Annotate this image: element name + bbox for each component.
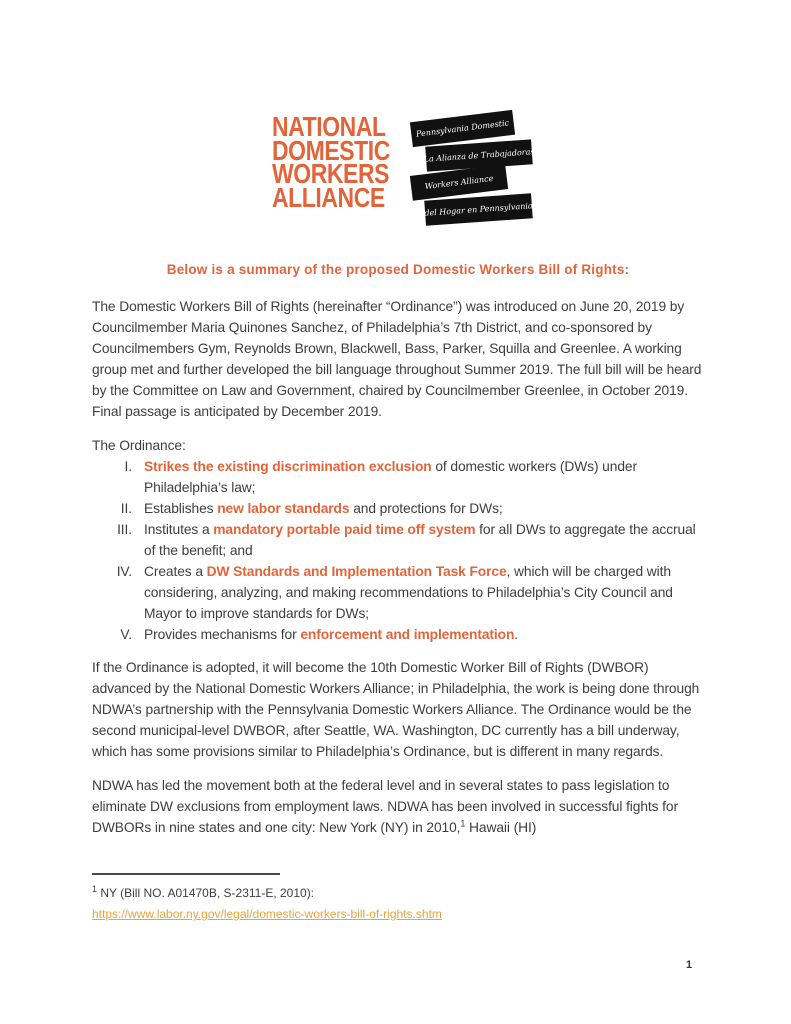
item-highlight: DW Standards and Implementation Task Force (206, 564, 507, 579)
item-rest: of domestic workers (DWs) under Philadelphia’s law; (144, 459, 637, 495)
footnote (92, 883, 704, 925)
item-numeral: IV. (116, 564, 132, 579)
item-text (144, 519, 706, 561)
item-rest: for all DWs to aggregate the accrual of the benefit; and (144, 522, 696, 558)
item-numeral: II. (120, 501, 132, 516)
page-heading: Below is a summary of the proposed Domestic Workers Bill of Rights: (166, 262, 630, 277)
ordinance-item (92, 519, 706, 561)
paragraph-intro: The Domestic Workers Bill of Rights (hereinafter “Ordinance”) was introduced on June 20, 2019 by Councilmember Maria Quinones Sanchez, of Philadelphia’s 7th District, and co-sponsored by Councilmembers Gym, Reynolds Brown, Blackwell, Bass, Parker, Squilla and Greenlee. A working group met and further developed the bill language throughout Summer 2019. The full bill will be heard by the Committee on Law and Government, chaired by Councilmember Greenlee, in October 2019. Final passage is anticipated by December 2019. (92, 299, 702, 419)
ordinance-item (92, 624, 706, 645)
page-number: 1 (686, 959, 693, 971)
item-highlight: Strikes the existing discrimination exclusion (144, 459, 432, 474)
paragraph-movement-tail: Hawaii (HI) (465, 820, 537, 835)
ordinance-item (92, 498, 706, 519)
document-body (92, 296, 706, 851)
footnote-label: NY (Bill NO. A01470B, S-2311-E, 2010): (97, 886, 315, 900)
paragraph-adoption: If the Ordinance is adopted, it will become the 10th Domestic Worker Bill of Rights (DWBOR) advanced by the National Domestic Workers Alliance; in Philadelphia, the work is being done through NDWA’s partnership with the Pennsylvania Domestic Workers Alliance. The Ordinance would be the second municipal-level DWBOR, after Seattle, WA. Washington, DC currently has a bill underway, which has some provisions similar to Philadelphia’s Ordinance, but is different in many regards. (92, 660, 700, 759)
wordmark-line: NATIONAL (272, 111, 386, 142)
item-prefix: Provides mechanisms for (144, 627, 301, 642)
flag-stripe: Pennsylvania Domestic (410, 110, 515, 147)
flag-stripe: La Alianza de Trabajadoras (425, 139, 532, 171)
item-prefix: Institutes a (144, 522, 214, 537)
item-prefix: Creates a (144, 564, 207, 579)
wordmark-line: DOMESTIC (272, 134, 390, 166)
item-text (144, 498, 706, 519)
item-text (144, 624, 706, 645)
paragraph-movement (92, 775, 706, 838)
item-rest: , which will be charged with considering, analyzing, and making recommendations to Philadelphia’s City Council and Mayor to improve standards for DWs; (144, 564, 673, 621)
item-text (144, 561, 706, 624)
item-highlight: enforcement and implementation (300, 627, 515, 642)
wordmark-line: WORKERS (272, 158, 390, 189)
paragraph-movement-text: NDWA has led the movement both at the federal level and in several states to pass legislation to eliminate DW exclusions from employment laws. NDWA has been involved in successful fights for DWBORs in nine states and one city: New York (NY) in 2010, (92, 778, 678, 835)
item-prefix: Establishes (144, 501, 218, 516)
item-rest: . (514, 627, 519, 642)
pennsylvania-flag-logo (409, 111, 533, 223)
footnote-citation (92, 883, 704, 904)
item-text (144, 456, 706, 498)
item-rest: and protections for DWs; (349, 501, 503, 516)
ordinance-item (92, 456, 706, 498)
flag-stripe: del Hogar en Pennsylvania (424, 193, 532, 225)
ordinance-list (92, 456, 706, 645)
item-numeral: III. (117, 522, 132, 537)
footnote-link[interactable]: https://www.labor.ny.gov/legal/domestic-workers-bill-of-rights.shtm (92, 907, 442, 921)
flag-stripe: Workers Alliance (410, 164, 508, 201)
ordinance-item (92, 561, 706, 624)
item-highlight: mandatory portable paid time off system (213, 522, 476, 537)
item-highlight: new labor standards (217, 501, 350, 516)
footnote-reference: 1 (460, 818, 466, 829)
wordmark-line: ALLIANCE (272, 181, 385, 213)
item-numeral: V. (120, 627, 132, 642)
footnote-separator (92, 873, 280, 875)
footnote-number: 1 (92, 884, 98, 894)
ordinance-list-intro: The Ordinance: (92, 438, 186, 453)
item-numeral: I. (124, 459, 132, 474)
ndwa-logo-wordmark (272, 111, 390, 213)
